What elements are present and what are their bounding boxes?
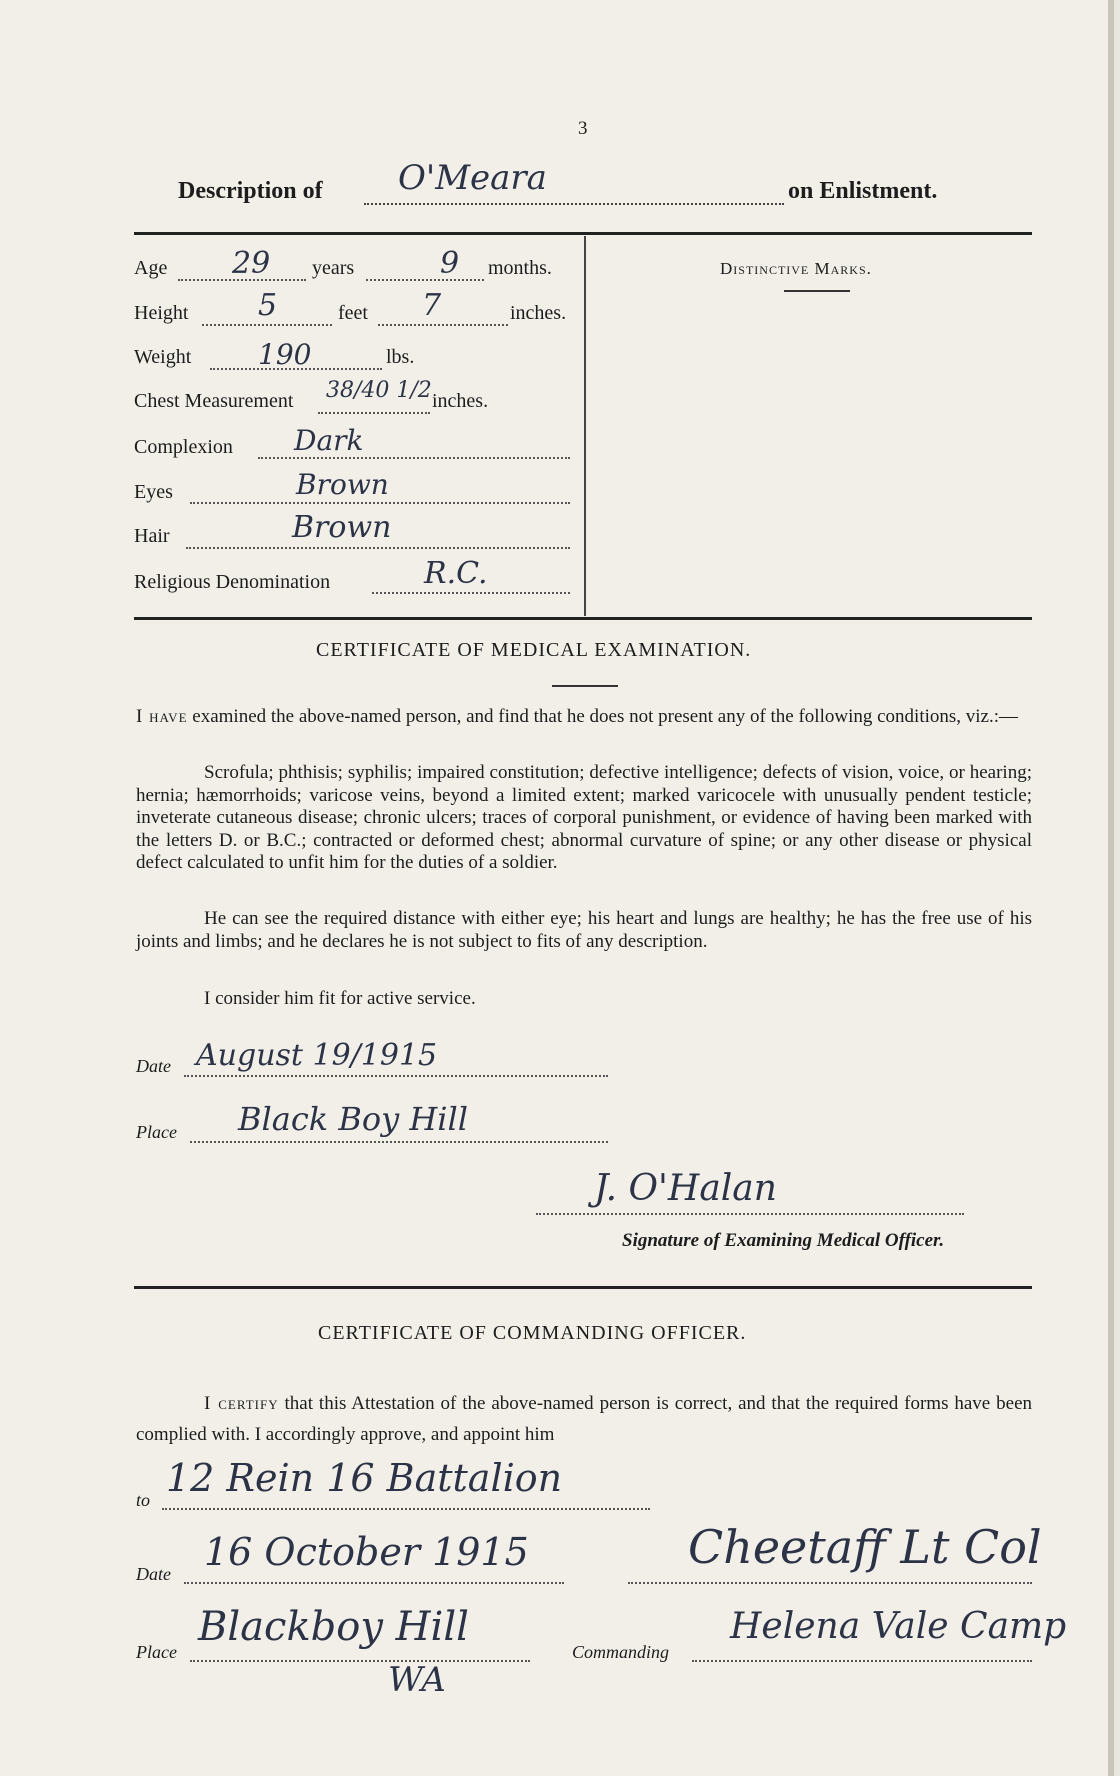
feet-label: feet [338, 302, 368, 324]
height-inches-value: 7 [422, 288, 442, 323]
age-label: Age [134, 257, 168, 279]
description-title-suffix: on Enlistment. [788, 178, 938, 204]
description-dotted-line [364, 203, 784, 205]
medical-paragraph-1: I have examined the above-named person, and find that he does not present any of the following conditions, viz.:— [136, 706, 1019, 727]
commanding-place-value: Blackboy Hill [198, 1604, 469, 1650]
complexion-label: Complexion [134, 436, 233, 458]
commanding-signature-dots [628, 1582, 1032, 1584]
medical-officer-signature: J. O'Halan [594, 1168, 777, 1209]
chest-unit: inches. [432, 390, 489, 412]
medical-place-dots [190, 1141, 608, 1143]
medical-paragraph-2: Scrofula; phthisis; syphilis; impaired constitution; defective intelligence; defects of vision, voice, or hearing; hernia; hæmorrhoids; varicose veins, beyond a limited extent; marked varicocele with unusually pendent testicle; inveterate cutaneous disease; chronic ulcers; traces of corporal punishment, or evidence of having been marked with the letters D. or B.C.; contracted or deformed chest; abnormal curvature of spine; or any other disease or physical defect calculated to unfit him for the duties of a soldier. [136, 762, 1032, 873]
commanding-place-state: WA [388, 1660, 446, 1700]
inches-label: inches. [510, 302, 567, 324]
top-rule [134, 232, 1032, 235]
medical-heading-underline [552, 685, 618, 687]
age-months-value: 9 [440, 246, 460, 281]
eyes-dots [190, 502, 570, 504]
column-divider [584, 236, 586, 616]
chest-label: Chest Measurement [134, 390, 294, 412]
height-inches-dots [378, 324, 508, 326]
commanding-unit-value: Helena Vale Camp [730, 1606, 1067, 1647]
height-label: Height [134, 302, 189, 324]
religion-value: R.C. [424, 556, 488, 591]
eyes-value: Brown [296, 468, 389, 501]
complexion-dots [258, 457, 570, 459]
complexion-value: Dark [294, 424, 364, 457]
eyes-label: Eyes [134, 481, 173, 503]
distinctive-marks-label: Distinctive Marks. [720, 259, 872, 278]
hair-dots [186, 547, 570, 549]
medical-bottom-rule [134, 1286, 1032, 1289]
hair-label: Hair [134, 525, 170, 547]
medical-paragraph-4: I consider him fit for active service. [204, 988, 476, 1009]
height-feet-value: 5 [258, 288, 278, 323]
religion-label: Religious Denomination [134, 571, 331, 593]
commanding-unit-dots [692, 1660, 1032, 1662]
lbs-label: lbs. [386, 346, 415, 368]
years-label: years [312, 257, 355, 279]
months-label: months. [488, 257, 552, 279]
medical-place-label: Place [136, 1122, 177, 1142]
age-months-dots [366, 279, 484, 281]
commanding-heading: CERTIFICATE OF COMMANDING OFFICER. [318, 1322, 747, 1344]
weight-label: Weight [134, 346, 192, 368]
commanding-label: Commanding [572, 1642, 670, 1662]
recruit-name: O'Meara [398, 158, 547, 198]
commanding-paragraph: I certify that this Attestation of the above-named person is correct, and that the required forms have been complied with. I accordingly approve, and appoint him [136, 1393, 1033, 1445]
page-number: 3 [578, 118, 588, 139]
medical-place-value: Black Boy Hill [238, 1100, 468, 1138]
weight-value: 190 [258, 338, 312, 371]
chest-value: 38/40 1/2 [326, 378, 432, 403]
commanding-place-dots [190, 1660, 530, 1662]
hair-value: Brown [292, 510, 392, 545]
description-title-prefix: Description of [178, 178, 323, 204]
commanding-date-value: 16 October 1915 [204, 1530, 529, 1574]
chest-dots [318, 412, 430, 414]
appoint-to-label: to [136, 1490, 151, 1510]
medical-heading: CERTIFICATE OF MEDICAL EXAMINATION. [316, 639, 752, 661]
medical-date-label: Date [136, 1056, 171, 1076]
medical-paragraph-3: He can see the required distance with either eye; his heart and lungs are healthy; he has the free use of his joints and limbs; and he declares he is not subject to fits of any description. [136, 908, 1032, 952]
commanding-date-dots [184, 1582, 564, 1584]
description-bottom-rule [134, 617, 1032, 620]
appoint-to-value: 12 Rein 16 Battalion [166, 1456, 563, 1500]
medical-date-value: August 19/1915 [196, 1038, 438, 1073]
distinctive-marks-underline [784, 290, 850, 292]
medical-signature-dots [536, 1213, 964, 1215]
commanding-date-label: Date [136, 1564, 171, 1584]
age-years-value: 29 [232, 246, 271, 281]
medical-date-dots [184, 1075, 608, 1077]
height-feet-dots [202, 324, 332, 326]
appoint-to-dots [162, 1508, 650, 1510]
commanding-place-label: Place [136, 1642, 177, 1662]
commanding-officer-signature: Cheetaff Lt Col [688, 1520, 1042, 1574]
religion-dots [372, 592, 570, 594]
medical-signature-caption: Signature of Examining Medical Officer. [622, 1230, 945, 1251]
